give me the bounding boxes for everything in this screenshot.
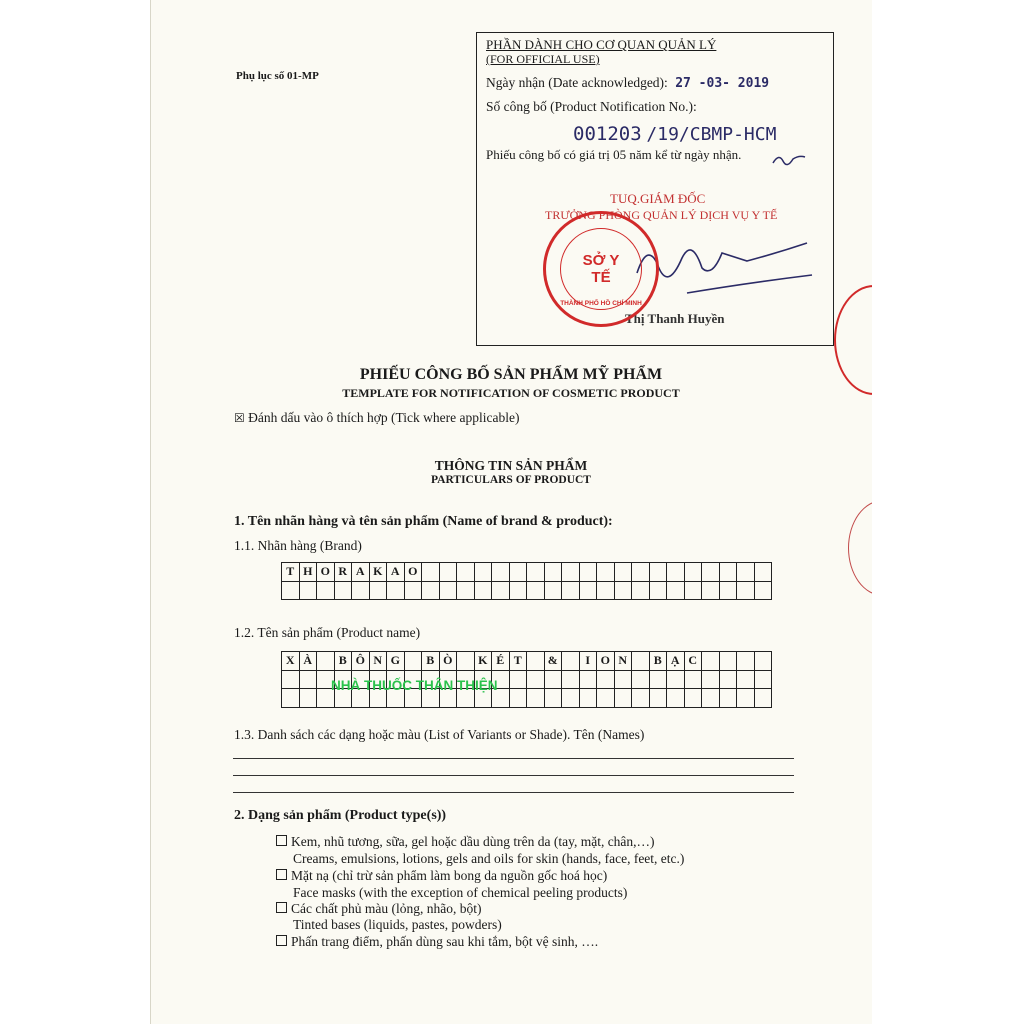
grid-cell <box>509 689 527 708</box>
grid-cell <box>597 563 615 582</box>
grid-cell: B <box>422 652 440 671</box>
grid-cell <box>684 689 702 708</box>
grid-cell <box>737 581 755 600</box>
grid-cell: & <box>544 652 562 671</box>
notification-number-handwritten: 001203 <box>573 123 642 145</box>
grid-cell <box>649 670 667 689</box>
grid-cell <box>422 581 440 600</box>
product-label: 1.2. Tên sản phẩm (Product name) <box>234 625 421 640</box>
grid-cell <box>737 563 755 582</box>
grid-cell <box>754 581 772 600</box>
grid-cell <box>527 689 545 708</box>
grid-cell: B <box>334 652 352 671</box>
grid-cell <box>579 689 597 708</box>
product-type-option-4 <box>276 934 598 950</box>
grid-cell: Ò <box>439 652 457 671</box>
grid-cell <box>282 581 300 600</box>
option-4-vn: Phấn trang điểm, phấn dùng sau khi tắm, bột vệ sinh, …. <box>291 934 599 949</box>
notification-number <box>573 123 776 146</box>
ministry-seal-ring-text: THÀNH PHỐ HỒ CHÍ MINH <box>560 300 642 307</box>
date-label: Ngày nhận (Date acknowledged): <box>486 75 668 90</box>
grid-cell <box>544 689 562 708</box>
grid-cell: T <box>509 652 527 671</box>
grid-cell <box>754 652 772 671</box>
grid-cell <box>404 652 422 671</box>
grid-cell <box>614 581 632 600</box>
grid-cell: A <box>352 563 370 582</box>
grid-cell <box>457 563 475 582</box>
edge-stamp-mask-top <box>872 280 932 400</box>
grid-cell <box>597 689 615 708</box>
official-title-vn: PHẦN DÀNH CHO CƠ QUAN QUẢN LÝ <box>486 37 717 52</box>
grid-cell <box>649 581 667 600</box>
date-acknowledged-row <box>486 75 769 91</box>
grid-cell <box>702 670 720 689</box>
grid-cell <box>334 581 352 600</box>
option-2-en: Face masks (with the exception of chemical peeling products) <box>293 885 628 900</box>
brand-grid <box>281 562 772 600</box>
grid-cell: Ạ <box>667 652 685 671</box>
grid-cell <box>527 563 545 582</box>
grid-cell <box>509 581 527 600</box>
pharmacy-watermark: NHÀ THUỐC THÂN THIỆN <box>331 678 498 693</box>
grid-cell: O <box>597 652 615 671</box>
grid-cell <box>667 563 685 582</box>
ticked-box-icon: ☒ <box>234 411 245 425</box>
grid-cell: I <box>579 652 597 671</box>
notification-number-suffix: /19/CBMP-HCM <box>646 124 777 145</box>
option-3-vn: Các chất phủ màu (lỏng, nhão, bột) <box>291 901 482 916</box>
grid-cell <box>667 689 685 708</box>
brand-label: 1.1. Nhãn hàng (Brand) <box>234 538 362 553</box>
section1-heading: 1. Tên nhãn hàng và tên sản phẩm (Name of brand & product): <box>234 514 613 529</box>
grid-cell <box>282 689 300 708</box>
grid-cell <box>614 670 632 689</box>
grid-cell <box>579 670 597 689</box>
form-title-en: TEMPLATE FOR NOTIFICATION OF COSMETIC PRODUCT <box>342 386 680 400</box>
ministry-seal <box>543 211 659 327</box>
grid-cell <box>632 689 650 708</box>
edge-stamp-mask-bottom <box>872 495 932 605</box>
grid-cell <box>754 689 772 708</box>
grid-cell <box>597 670 615 689</box>
grid-cell <box>632 581 650 600</box>
grid-cell <box>667 581 685 600</box>
grid-cell <box>649 563 667 582</box>
grid-cell: C <box>684 652 702 671</box>
grid-cell <box>404 581 422 600</box>
grid-cell <box>614 563 632 582</box>
grid-cell: T <box>282 563 300 582</box>
grid-cell <box>667 670 685 689</box>
grid-cell <box>387 581 405 600</box>
grid-cell <box>299 689 317 708</box>
grid-cell <box>509 563 527 582</box>
initials-mark <box>771 149 807 169</box>
grid-cell <box>439 563 457 582</box>
grid-cell <box>597 581 615 600</box>
validity-note: Phiếu công bố có giá trị 05 năm kể từ ngày nhận. <box>486 147 742 162</box>
ministry-seal-center-text: SỞ Y TẾ <box>582 252 620 286</box>
grid-cell <box>737 689 755 708</box>
signer-department: TRƯỞNG PHÒNG QUẢN LÝ DỊCH VỤ Y TẾ <box>545 208 778 222</box>
grid-cell <box>579 581 597 600</box>
variants-line-1 <box>233 758 794 759</box>
grid-cell: A <box>387 563 405 582</box>
grid-cell <box>754 563 772 582</box>
option-3-en: Tinted bases (liquids, pastes, powders) <box>293 917 502 932</box>
grid-cell <box>439 581 457 600</box>
grid-cell <box>737 652 755 671</box>
product-type-option-3 <box>276 901 481 917</box>
grid-cell <box>579 563 597 582</box>
grid-cell <box>492 563 510 582</box>
grid-cell <box>544 670 562 689</box>
section2-heading: 2. Dạng sản phẩm (Product type(s)) <box>234 808 447 823</box>
grid-cell <box>527 581 545 600</box>
grid-cell <box>457 652 475 671</box>
option-1-vn: Kem, nhũ tương, sữa, gel hoặc dầu dùng trên da (tay, mặt, chân,…) <box>291 834 655 849</box>
grid-cell: B <box>649 652 667 671</box>
grid-cell: N <box>614 652 632 671</box>
particulars-heading-vn: THÔNG TIN SẢN PHẨM <box>434 458 588 473</box>
grid-cell <box>719 670 737 689</box>
grid-cell <box>719 581 737 600</box>
grid-cell: É <box>492 652 510 671</box>
grid-cell <box>527 652 545 671</box>
grid-cell <box>719 652 737 671</box>
grid-cell <box>614 689 632 708</box>
grid-cell <box>282 670 300 689</box>
grid-cell: O <box>317 563 335 582</box>
variants-label: 1.3. Danh sách các dạng hoặc màu (List of Variants or Shade). Tên (Names) <box>234 727 645 742</box>
grid-cell <box>562 652 580 671</box>
variants-line-3 <box>233 792 794 793</box>
signer-name: Thị Thanh Huyền <box>625 311 725 326</box>
official-title-en: (FOR OFFICIAL USE) <box>486 52 600 66</box>
grid-cell: Ô <box>352 652 370 671</box>
grid-cell <box>299 670 317 689</box>
grid-cell <box>684 670 702 689</box>
grid-cell: G <box>387 652 405 671</box>
variants-line-2 <box>233 775 794 776</box>
date-value: 27 -03- 2019 <box>675 76 770 91</box>
grid-cell <box>492 581 510 600</box>
grid-cell <box>632 670 650 689</box>
grid-cell <box>474 581 492 600</box>
product-grid-row-1 <box>282 652 772 671</box>
checkbox-icon <box>276 902 287 913</box>
tick-note-text: Đánh dấu vào ô thích hợp (Tick where applicable) <box>248 410 520 425</box>
product-type-option-1 <box>276 834 655 850</box>
grid-cell: R <box>334 563 352 582</box>
grid-cell <box>562 581 580 600</box>
form-title-vn: PHIẾU CÔNG BỐ SẢN PHẨM MỸ PHẨM <box>359 366 663 383</box>
option-1-en: Creams, emulsions, lotions, gels and oils for skin (hands, face, feet, etc.) <box>293 851 685 866</box>
grid-cell <box>702 689 720 708</box>
grid-cell <box>562 670 580 689</box>
grid-cell <box>632 563 650 582</box>
tick-note <box>234 410 519 426</box>
grid-cell <box>719 563 737 582</box>
grid-cell <box>544 581 562 600</box>
grid-cell <box>702 581 720 600</box>
grid-cell <box>352 581 370 600</box>
option-2-vn: Mặt nạ (chỉ trừ sản phẩm làm bong da nguồn gốc hoá học) <box>291 868 608 883</box>
grid-cell <box>544 563 562 582</box>
grid-cell: O <box>404 563 422 582</box>
grid-cell <box>457 581 475 600</box>
product-type-option-2 <box>276 868 607 884</box>
grid-cell: X <box>282 652 300 671</box>
grid-cell <box>649 689 667 708</box>
checkbox-icon <box>276 935 287 946</box>
checkbox-icon <box>276 835 287 846</box>
grid-cell <box>317 581 335 600</box>
grid-cell: À <box>299 652 317 671</box>
grid-cell: N <box>369 652 387 671</box>
grid-cell <box>632 652 650 671</box>
grid-cell: H <box>299 563 317 582</box>
grid-cell <box>562 563 580 582</box>
grid-cell <box>754 670 772 689</box>
grid-cell <box>719 689 737 708</box>
grid-cell <box>702 652 720 671</box>
grid-cell <box>684 581 702 600</box>
grid-cell <box>317 652 335 671</box>
grid-cell <box>474 563 492 582</box>
appendix-label: Phụ lục số 01-MP <box>236 70 319 82</box>
official-use-box <box>476 32 834 346</box>
grid-cell <box>369 581 387 600</box>
grid-cell <box>702 563 720 582</box>
grid-cell <box>509 670 527 689</box>
particulars-heading-en: PARTICULARS OF PRODUCT <box>431 474 591 486</box>
grid-cell <box>737 670 755 689</box>
grid-cell <box>299 581 317 600</box>
grid-cell: K <box>474 652 492 671</box>
signer-title: TUQ.GIÁM ĐỐC <box>610 191 706 206</box>
brand-grid-row-1 <box>282 563 772 582</box>
grid-cell <box>527 670 545 689</box>
grid-cell: K <box>369 563 387 582</box>
brand-grid-row-2 <box>282 581 772 600</box>
checkbox-icon <box>276 869 287 880</box>
notification-label: Số công bố (Product Notification No.): <box>486 99 697 114</box>
grid-cell <box>684 563 702 582</box>
grid-cell <box>562 689 580 708</box>
grid-cell <box>422 563 440 582</box>
